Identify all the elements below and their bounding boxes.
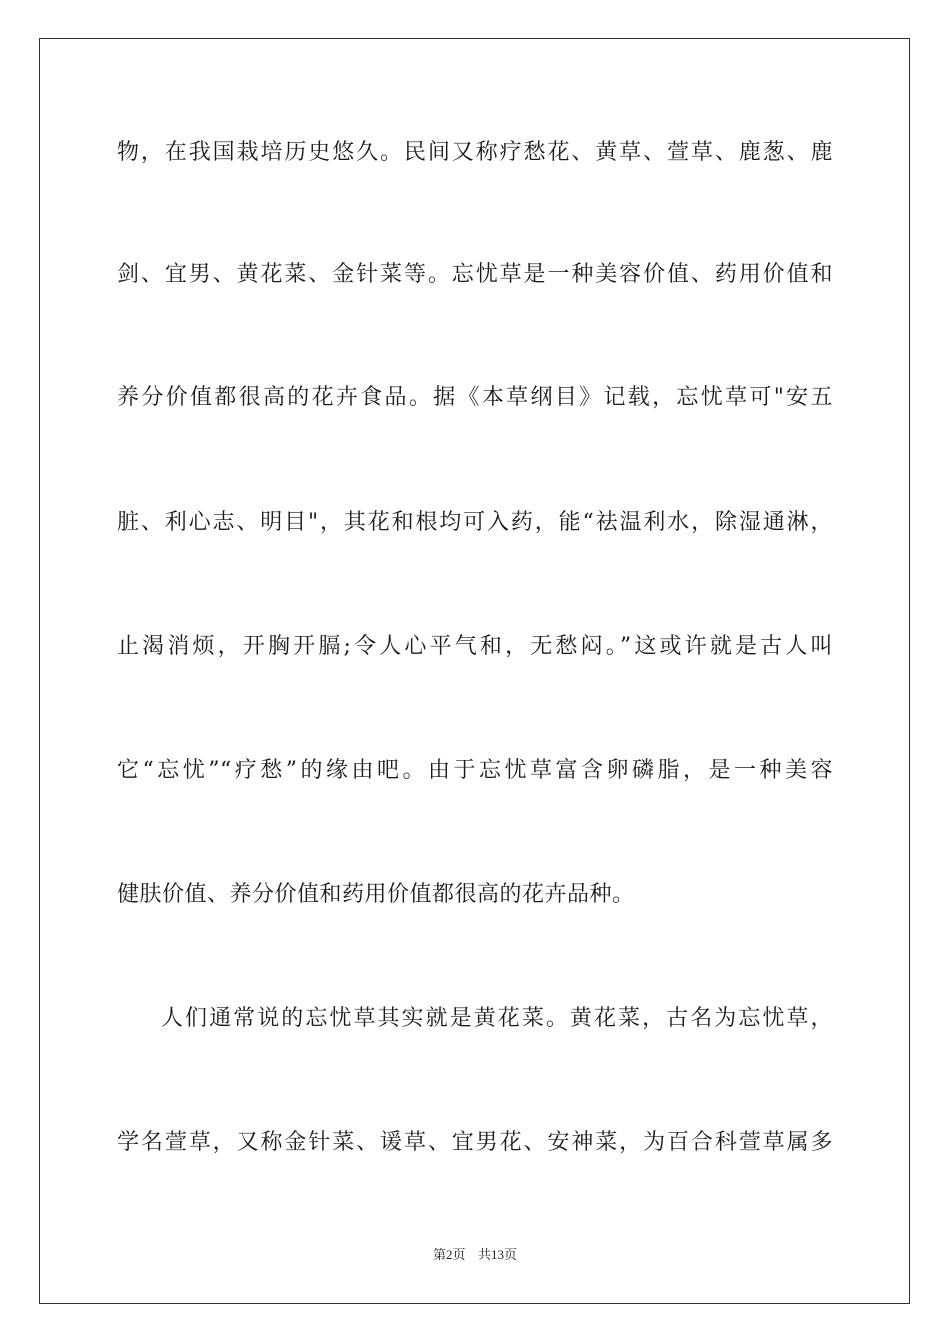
text-line-8-paragraph-start: 人们通常说的忘忧草其实就是黄花菜。黄花菜，古名为忘忧草，: [161, 1006, 833, 1031]
text-line-6: 它“忘忧”“疗愁”的缘由吧。由于忘忧草富含卵磷脂，是一种美容: [117, 758, 833, 783]
text-line-3: 养分价值都很高的花卉食品。据《本草纲目》记载，忘忧草可"安五: [117, 385, 833, 410]
text-line-9: 学名萱草，又称金针菜、谖草、宜男花、安神菜，为百合科萱草属多: [117, 1130, 833, 1155]
page-frame: [39, 38, 910, 1304]
text-line-5: 止渴消烦，开胸开膈;令人心平气和，无愁闷。”这或许就是古人叫: [117, 634, 833, 659]
page-suffix: 页: [452, 1248, 466, 1263]
text-line-7: 健肤价值、养分价值和药用价值都很高的花卉品种。: [117, 882, 635, 907]
text-line-4: 脏、利心志、明目"，其花和根均可入药，能“祛温利水，除湿通淋，: [117, 510, 833, 535]
total-suffix: 页: [503, 1248, 517, 1263]
text-line-1: 物，在我国栽培历史悠久。民间又称疗愁花、黄草、萱草、鹿葱、鹿: [117, 140, 833, 165]
page-prefix: 第: [433, 1248, 447, 1263]
total-prefix: 共: [477, 1248, 491, 1263]
total-pages: 13: [490, 1247, 504, 1262]
text-line-2: 剑、宜男、黄花菜、金针菜等。忘忧草是一种美容价值、药用价值和: [117, 262, 833, 287]
page-footer: [0, 1246, 950, 1265]
page-number: 2: [446, 1247, 453, 1262]
